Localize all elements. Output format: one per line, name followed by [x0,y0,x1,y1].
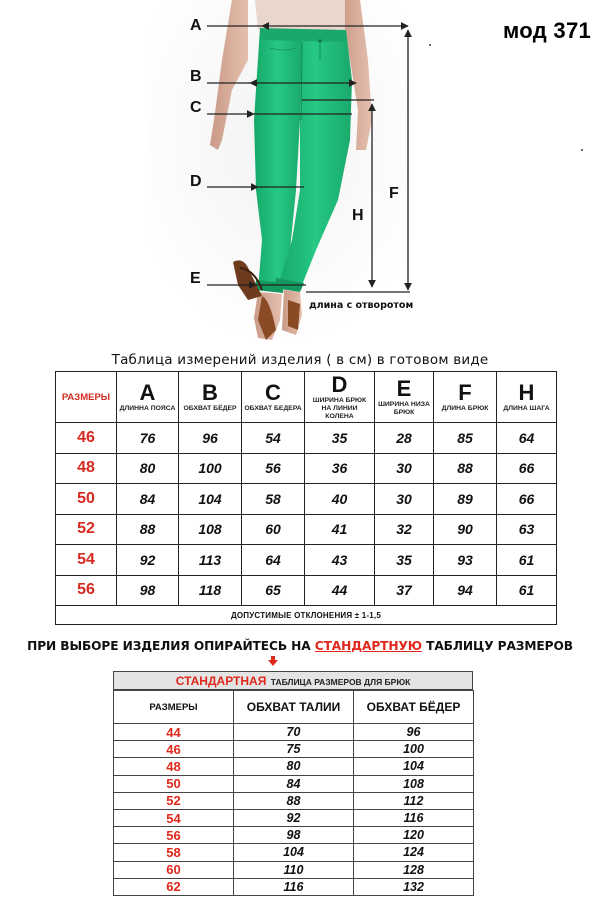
column-header-c [242,372,305,423]
value-cell: 66 [497,453,557,484]
column-description: ДЛИННА ПОЯСА [119,405,176,412]
column-letter: D [331,372,348,397]
table-row [114,809,474,826]
value-cell: 61 [497,545,557,576]
measurement-header-row [56,372,557,423]
value-cell: 88 [434,453,497,484]
column-description: ШИРИНА БРЮК НА ЛИНИИ КОЛЕНА [312,397,367,420]
value-cell: 32 [375,514,434,545]
trousers-measurement-figure [0,0,600,345]
value-cell: 43 [305,545,375,576]
size-cell: 62 [114,878,234,895]
value-cell: 76 [117,423,179,454]
label-h: H [352,207,364,224]
table-row [114,775,474,792]
value-cell: 63 [497,514,557,545]
table-row [56,453,557,484]
value-cell: 118 [179,575,242,606]
size-cell: 58 [114,844,234,861]
value-cell: 88 [117,514,179,545]
waist-cell: 104 [234,844,354,861]
standard-title-red: СТАНДАРТНАЯ [175,674,267,688]
column-header-f [434,372,497,423]
label-d: D [190,173,202,190]
column-letter: B [202,380,218,405]
value-cell: 96 [179,423,242,454]
std-header-waist: ОБХВАТ ТАЛИИ [234,691,354,724]
size-cell: 54 [56,545,117,576]
sizes-header: РАЗМЕРЫ [56,372,117,423]
size-cell: 60 [114,861,234,878]
value-cell: 84 [117,484,179,515]
tolerance-note: ДОПУСТИМЫЕ ОТКЛОНЕНИЯ ± 1-1,5 [56,606,557,625]
column-letter: C [265,380,281,405]
waist-cell: 98 [234,827,354,844]
column-header-e [375,372,434,423]
value-cell: 93 [434,545,497,576]
label-a: A [190,17,202,34]
std-header-hips: ОБХВАТ БЁДЕР [354,691,474,724]
measurement-table-title: Таблица измерений изделия ( в см) в готовом виде [111,352,489,368]
arrow-down-icon [268,656,278,666]
value-cell: 36 [305,453,375,484]
model-prefix: мод [503,18,547,43]
standard-title-rest: ТАБЛИЦА РАЗМЕРОВ ДЛЯ БРЮК [270,677,411,687]
column-description: ДЛИНА ШАГА [503,405,550,412]
column-header-d [305,372,375,423]
value-cell: 58 [242,484,305,515]
value-cell: 30 [375,453,434,484]
column-letter: H [518,380,535,405]
hips-cell: 116 [354,809,474,826]
size-cell: 56 [114,827,234,844]
value-cell: 54 [242,423,305,454]
value-cell: 61 [497,575,557,606]
column-letter: E [396,376,412,401]
table-row [114,844,474,861]
standard-size-table [113,690,474,896]
value-cell: 40 [305,484,375,515]
size-cell: 48 [56,453,117,484]
hips-cell: 112 [354,792,474,809]
table-row [56,545,557,576]
value-cell: 94 [434,575,497,606]
value-cell: 64 [242,545,305,576]
table-row [114,878,474,895]
column-header-b [179,372,242,423]
advice-text-after: ТАБЛИЦУ РАЗМЕРОВ [421,639,573,653]
waist-cell: 70 [234,724,354,741]
column-description: ОБХВАТ БЁДЕР [183,405,237,412]
value-cell: 44 [305,575,375,606]
size-cell: 54 [114,809,234,826]
column-description: ДЛИНА БРЮК [441,405,489,412]
waist-cell: 92 [234,809,354,826]
table-row [114,724,474,741]
value-cell: 64 [497,423,557,454]
value-cell: 100 [179,453,242,484]
size-cell: 52 [114,792,234,809]
value-cell: 56 [242,453,305,484]
value-cell: 30 [375,484,434,515]
speck [581,149,583,151]
value-cell: 89 [434,484,497,515]
std-header-sizes: РАЗМЕРЫ [114,691,234,724]
size-cell: 50 [56,484,117,515]
table-row [56,423,557,454]
hips-cell: 120 [354,827,474,844]
standard-table-title [113,671,473,690]
value-cell: 104 [179,484,242,515]
waist-cell: 80 [234,758,354,775]
value-cell: 60 [242,514,305,545]
value-cell: 98 [117,575,179,606]
hips-cell: 124 [354,844,474,861]
value-cell: 85 [434,423,497,454]
table-row [114,792,474,809]
measurement-table [55,371,557,625]
value-cell: 28 [375,423,434,454]
column-header-a [117,372,179,423]
hips-cell: 132 [354,878,474,895]
hips-cell: 128 [354,861,474,878]
hips-cell: 100 [354,741,474,758]
value-cell: 35 [305,423,375,454]
hips-cell: 108 [354,775,474,792]
model-code [503,18,591,44]
table-row [114,861,474,878]
standard-header-row [114,691,474,724]
column-letter: A [139,380,156,405]
column-description: ШИРИНА НИЗА БРЮК [378,401,430,416]
table-row [114,741,474,758]
waist-cell: 84 [234,775,354,792]
value-cell: 108 [179,514,242,545]
model-number: 371 [553,18,592,43]
label-f: F [389,185,399,202]
waist-cell: 110 [234,861,354,878]
value-cell: 80 [117,453,179,484]
value-cell: 35 [375,545,434,576]
advice-text-before: ПРИ ВЫБОРЕ ИЗДЕЛИЯ ОПИРАЙТЕСЬ НА [27,639,315,653]
waist-cell: 75 [234,741,354,758]
cuff-length-note: длина с отворотом [309,300,414,311]
table-row [114,827,474,844]
size-cell: 56 [56,575,117,606]
size-cell: 48 [114,758,234,775]
column-letter: F [458,380,472,405]
hips-cell: 104 [354,758,474,775]
size-cell: 46 [114,741,234,758]
size-cell: 46 [56,423,117,454]
label-b: B [190,68,202,85]
value-cell: 37 [375,575,434,606]
advice-highlight: СТАНДАРТНУЮ [314,639,422,653]
table-row [114,758,474,775]
size-cell: 50 [114,775,234,792]
waist-cell: 116 [234,878,354,895]
value-cell: 90 [434,514,497,545]
value-cell: 41 [305,514,375,545]
table-row [56,575,557,606]
value-cell: 66 [497,484,557,515]
speck [429,44,431,46]
size-cell: 52 [56,514,117,545]
label-e: E [190,270,201,287]
value-cell: 92 [117,545,179,576]
column-header-h [497,372,557,423]
value-cell: 65 [242,575,305,606]
hips-cell: 96 [354,724,474,741]
tolerance-row [56,606,557,625]
value-cell: 113 [179,545,242,576]
table-row [56,514,557,545]
table-row [56,484,557,515]
waist-cell: 88 [234,792,354,809]
size-cell: 44 [114,724,234,741]
column-description: ОБХВАТ БЕДЕРА [244,405,302,412]
advice-heading [0,639,600,653]
label-c: C [190,99,202,116]
